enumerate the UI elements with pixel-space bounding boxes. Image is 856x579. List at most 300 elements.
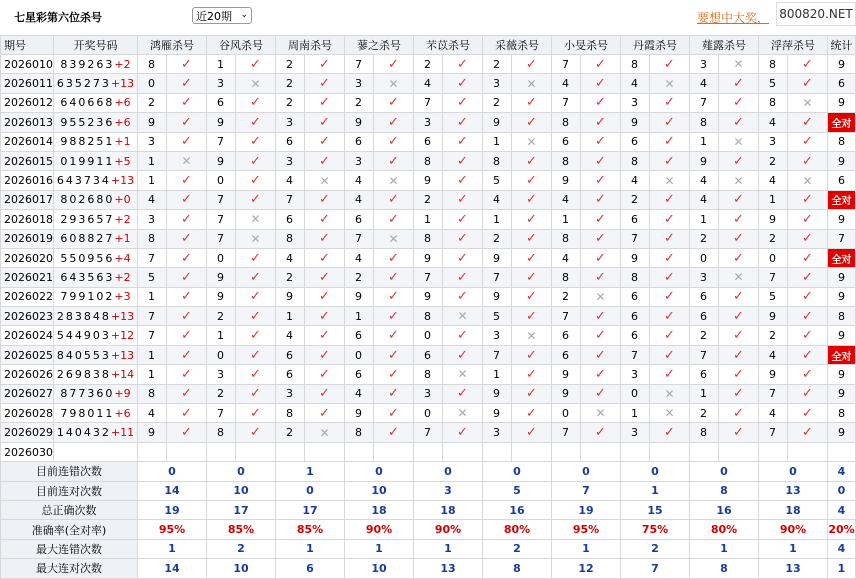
summary-value: 19 [552,500,621,519]
row-pick: 4 [483,190,512,209]
row-pick: 4 [621,74,650,93]
row-pick: 7 [621,229,650,248]
row-stat: 9 [828,210,856,229]
summary-value: 17 [207,500,276,519]
row-sum: +0 [114,193,131,207]
table-row [1,345,856,364]
hit-check-icon: ✓ [305,190,345,209]
row-digits: 608827 [60,232,115,246]
hit-check-icon: ✓ [581,190,621,209]
hit-check-icon: ✓ [719,326,759,345]
hit-check-icon: ✓ [788,210,828,229]
hit-check-icon: ✓ [650,93,690,112]
row-pick: 3 [414,384,443,403]
hit-check-icon: ✓ [236,423,276,442]
hit-check-icon: ✓ [236,55,276,74]
column-header-expert: 蓼之杀号 [345,36,414,55]
summary-value: 10 [345,481,414,500]
row-stat: 9 [828,55,856,74]
row-pick: 8 [552,268,581,287]
row-pick: 2 [759,326,788,345]
hit-check-icon: ✓ [512,171,552,190]
row-pick: 8 [552,113,581,132]
summary-value: 19 [138,500,207,519]
hit-check-icon: ✓ [719,307,759,326]
row-pick: 7 [138,248,167,267]
row-draw-number [54,190,138,209]
row-digits: 635273 [56,77,111,91]
row-stat: 9 [828,326,856,345]
miss-cross-icon: ✕ [167,151,207,170]
row-draw-number [54,384,138,403]
row-digits: 799102 [60,290,115,304]
hit-check-icon: ✓ [374,384,414,403]
column-header-expert: 芣苡杀号 [414,36,483,55]
row-pick: 6 [276,345,305,364]
table-row [1,307,856,326]
hit-check-icon: ✓ [167,113,207,132]
row-pick: 9 [138,113,167,132]
row-pick: 2 [552,287,581,306]
row-pick: 6 [276,132,305,151]
row-stat: 全对 [828,248,856,267]
summary-value: 0 [552,462,621,481]
period-select-value: 近20期 [196,9,232,23]
hit-check-icon: ✓ [512,248,552,267]
hit-check-icon: ✓ [167,55,207,74]
row-digits: 988251 [60,135,115,149]
row-stat: 9 [828,151,856,170]
row-draw-number [54,171,138,190]
hit-check-icon: ✓ [305,74,345,93]
row-pick: 7 [345,229,374,248]
row-pick: 8 [414,307,443,326]
hit-check-icon: ✓ [374,190,414,209]
row-pick: 1 [552,210,581,229]
row-pick: 4 [552,190,581,209]
hit-check-icon: ✓ [650,326,690,345]
row-pick: 9 [483,248,512,267]
row-issue: 2026028 [1,404,54,423]
row-pick: 5 [759,74,788,93]
hit-check-icon: ✓ [581,229,621,248]
hit-check-icon: ✓ [788,307,828,326]
row-issue: 2026016 [1,171,54,190]
miss-cross-icon: ✕ [788,93,828,112]
hit-check-icon: ✓ [512,113,552,132]
row-pick: 8 [621,55,650,74]
row-pick: 7 [483,268,512,287]
miss-cross-icon: ✕ [581,404,621,423]
row-digits: 544903 [56,329,111,343]
row-draw-number [54,55,138,74]
hit-check-icon: ✓ [167,287,207,306]
row-draw-number [54,268,138,287]
row-pick: 3 [621,423,650,442]
row-pick: 9 [483,404,512,423]
row-pick: 4 [414,74,443,93]
row-pick: 1 [690,132,719,151]
chevron-down-icon: ⌄ [240,10,248,20]
table-header-row [1,36,856,55]
row-pick: 3 [621,365,650,384]
row-digits: 643734 [56,174,111,188]
row-pick: 9 [414,171,443,190]
summary-value: 95% [552,520,621,539]
hit-check-icon: ✓ [167,190,207,209]
hit-check-icon: ✓ [719,74,759,93]
hit-check-icon: ✓ [305,248,345,267]
page-title: 七星彩第六位杀号 [14,11,102,24]
hit-check-icon: ✓ [788,229,828,248]
row-pick: 5 [138,268,167,287]
hit-check-icon: ✓ [581,74,621,93]
row-pick: 4 [759,345,788,364]
row-pick: 6 [621,132,650,151]
row-stat: 9 [828,384,856,403]
summary-label: 最大连对次数 [1,559,138,578]
hit-check-icon: ✓ [788,132,828,151]
current-stat-empty [828,442,856,461]
row-pick: 2 [483,55,512,74]
hit-check-icon: ✓ [305,151,345,170]
summary-value: 0 [483,462,552,481]
row-stat: 6 [828,171,856,190]
summary-value: 0 [345,462,414,481]
row-pick: 7 [207,229,236,248]
hit-check-icon: ✓ [236,132,276,151]
row-pick: 4 [690,74,719,93]
row-draw-number [54,74,138,93]
row-pick: 7 [759,423,788,442]
row-pick: 0 [207,345,236,364]
hit-check-icon: ✓ [650,210,690,229]
hit-check-icon: ✓ [167,326,207,345]
row-pick: 8 [414,151,443,170]
hit-check-icon: ✓ [581,365,621,384]
row-pick: 7 [621,345,650,364]
row-pick: 0 [345,345,374,364]
row-pick: 4 [690,190,719,209]
current-pick-spacer [788,442,828,461]
hit-check-icon: ✓ [305,287,345,306]
hit-check-icon: ✓ [650,307,690,326]
site-watermark: 800820.NET [776,2,856,26]
row-digits: 140432 [56,426,111,440]
row-pick: 7 [552,307,581,326]
row-pick: 9 [207,113,236,132]
hit-check-icon: ✓ [236,113,276,132]
row-draw-number [54,132,138,151]
hit-check-icon: ✓ [719,93,759,112]
row-sum: +1 [114,232,131,246]
row-pick: 8 [690,113,719,132]
row-pick: 7 [138,326,167,345]
row-sum: +2 [114,270,131,284]
row-pick: 3 [690,268,719,287]
hit-check-icon: ✓ [788,404,828,423]
hit-check-icon: ✓ [512,151,552,170]
row-pick: 3 [483,326,512,345]
hit-check-icon: ✓ [650,345,690,364]
row-pick: 3 [207,74,236,93]
current-pick: 5 [276,442,305,461]
row-draw-number [54,404,138,423]
hit-check-icon: ✓ [443,229,483,248]
summary-value: 1 [138,539,207,558]
row-issue: 2026022 [1,287,54,306]
summary-value: 7 [552,481,621,500]
hit-check-icon: ✓ [374,113,414,132]
row-pick: 2 [483,93,512,112]
miss-cross-icon: ✕ [305,171,345,190]
summary-label: 准确率(全对率) [1,520,138,539]
hit-check-icon: ✓ [788,55,828,74]
row-pick: 3 [207,365,236,384]
row-pick: 2 [276,55,305,74]
row-sum: +4 [114,251,131,265]
summary-value: 0 [207,462,276,481]
row-pick: 1 [207,55,236,74]
row-issue: 2026017 [1,190,54,209]
summary-value: 1 [690,539,759,558]
column-header-expert: 鸿雁杀号 [138,36,207,55]
row-pick: 6 [345,132,374,151]
hit-check-icon: ✓ [443,74,483,93]
hit-check-icon: ✓ [581,307,621,326]
hit-check-icon: ✓ [374,307,414,326]
row-pick: 7 [414,268,443,287]
row-issue: 2026013 [1,113,54,132]
summary-value: 2 [207,539,276,558]
row-pick: 1 [138,171,167,190]
row-pick: 1 [621,404,650,423]
row-pick: 7 [345,55,374,74]
row-stat: 6 [828,74,856,93]
row-pick: 4 [690,171,719,190]
hit-check-icon: ✓ [236,248,276,267]
hit-check-icon: ✓ [167,345,207,364]
summary-value: 1 [345,539,414,558]
hit-check-icon: ✓ [719,190,759,209]
hit-check-icon: ✓ [581,210,621,229]
row-pick: 1 [759,190,788,209]
row-pick: 1 [483,132,512,151]
summary-value: 10 [207,559,276,578]
row-pick: 0 [207,248,236,267]
hit-check-icon: ✓ [788,190,828,209]
current-period-row [1,442,856,461]
row-pick: 6 [690,307,719,326]
hit-check-icon: ✓ [581,151,621,170]
summary-value: 85% [276,520,345,539]
summary-value: 14 [138,481,207,500]
row-pick: 2 [483,229,512,248]
hit-check-icon: ✓ [236,93,276,112]
row-stat: 8 [828,132,856,151]
row-pick: 0 [207,171,236,190]
row-pick: 7 [414,423,443,442]
summary-value: 14 [138,559,207,578]
hit-check-icon: ✓ [167,74,207,93]
hit-check-icon: ✓ [443,287,483,306]
table-row [1,404,856,423]
row-pick: 7 [207,132,236,151]
row-pick: 3 [759,132,788,151]
summary-value: 13 [759,481,828,500]
row-pick: 9 [552,365,581,384]
row-pick: 9 [138,423,167,442]
row-sum: +13 [110,174,135,188]
row-pick: 1 [345,307,374,326]
summary-value: 1 [759,539,828,558]
row-pick: 4 [345,248,374,267]
hit-check-icon: ✓ [374,423,414,442]
row-draw-number [54,229,138,248]
summary-value: 1 [276,462,345,481]
hit-check-icon: ✓ [167,404,207,423]
summary-value: 1 [621,481,690,500]
row-pick: 9 [483,384,512,403]
hit-check-icon: ✓ [719,210,759,229]
column-header-expert: 采薇杀号 [483,36,552,55]
row-pick: 7 [552,93,581,112]
top-bar [0,0,856,32]
column-header-expert: 丹霞杀号 [621,36,690,55]
row-issue: 2026011 [1,74,54,93]
row-pick: 6 [690,365,719,384]
table-row [1,55,856,74]
hit-check-icon: ✓ [788,384,828,403]
row-pick: 9 [414,248,443,267]
row-pick: 0 [414,404,443,423]
hit-check-icon: ✓ [167,93,207,112]
hit-check-icon: ✓ [650,287,690,306]
summary-value: 90% [345,520,414,539]
summary-value: 2 [621,539,690,558]
row-issue: 2026018 [1,210,54,229]
row-pick: 9 [690,151,719,170]
row-pick: 8 [759,55,788,74]
row-pick: 8 [414,229,443,248]
summary-label: 目前连对次数 [1,481,138,500]
hit-check-icon: ✓ [305,345,345,364]
miss-cross-icon: ✕ [236,210,276,229]
table-row [1,210,856,229]
row-pick: 9 [552,384,581,403]
row-issue: 2026029 [1,423,54,442]
current-pick-spacer [719,442,759,461]
hit-check-icon: ✓ [581,345,621,364]
row-pick: 9 [483,287,512,306]
row-pick: 3 [138,210,167,229]
row-pick: 2 [276,74,305,93]
hit-check-icon: ✓ [443,171,483,190]
hit-check-icon: ✓ [236,190,276,209]
row-pick: 0 [552,404,581,423]
miss-cross-icon: ✕ [512,132,552,151]
hit-check-icon: ✓ [443,113,483,132]
hit-check-icon: ✓ [305,307,345,326]
row-pick: 9 [207,151,236,170]
summary-row [1,520,856,539]
hit-check-icon: ✓ [236,384,276,403]
hit-check-icon: ✓ [650,190,690,209]
row-stat: 全对 [828,190,856,209]
hit-check-icon: ✓ [512,93,552,112]
row-sum: +1 [114,135,131,149]
hit-check-icon: ✓ [443,268,483,287]
table-row [1,74,856,93]
row-pick: 9 [621,248,650,267]
hit-check-icon: ✓ [443,55,483,74]
row-pick: 0 [690,248,719,267]
period-select[interactable] [192,7,252,24]
hit-check-icon: ✓ [374,93,414,112]
summary-value: 2 [483,539,552,558]
hit-check-icon: ✓ [443,345,483,364]
row-pick: 6 [345,326,374,345]
hit-check-icon: ✓ [305,268,345,287]
hit-check-icon: ✓ [719,151,759,170]
row-pick: 6 [345,210,374,229]
summary-value: 8 [690,481,759,500]
hit-check-icon: ✓ [374,248,414,267]
hit-check-icon: ✓ [512,55,552,74]
row-pick: 7 [207,190,236,209]
summary-row [1,481,856,500]
hit-check-icon: ✓ [719,248,759,267]
row-pick: 3 [414,113,443,132]
summary-value: 1 [414,539,483,558]
row-digits: 293657 [60,212,115,226]
summary-value: 13 [759,559,828,578]
hit-check-icon: ✓ [788,345,828,364]
row-issue: 2026014 [1,132,54,151]
row-digits: 640668 [60,96,115,110]
hit-check-icon: ✓ [236,404,276,423]
summary-value: 13 [414,559,483,578]
row-pick: 1 [483,210,512,229]
miss-cross-icon: ✕ [788,171,828,190]
row-draw-number [54,423,138,442]
promo-link[interactable]: 要想中大奖， [697,11,770,25]
hit-check-icon: ✓ [512,345,552,364]
row-stat: 9 [828,365,856,384]
hit-check-icon: ✓ [167,423,207,442]
row-pick: 8 [207,423,236,442]
hit-check-icon: ✓ [581,384,621,403]
miss-cross-icon: ✕ [650,384,690,403]
miss-cross-icon: ✕ [443,404,483,423]
row-draw-number [54,248,138,267]
row-pick: 3 [345,151,374,170]
row-sum: +11 [110,426,135,440]
table-row [1,93,856,112]
row-sum: +12 [110,329,135,343]
row-digits: 955236 [60,115,115,129]
hit-check-icon: ✓ [167,210,207,229]
miss-cross-icon: ✕ [443,307,483,326]
summary-value: 0 [138,462,207,481]
hit-check-icon: ✓ [305,132,345,151]
row-issue: 2026010 [1,55,54,74]
row-digits: 840553 [56,348,111,362]
hit-check-icon: ✓ [443,151,483,170]
column-header-numbers: 开奖号码 [54,36,138,55]
miss-cross-icon: ✕ [719,171,759,190]
row-pick: 6 [207,93,236,112]
